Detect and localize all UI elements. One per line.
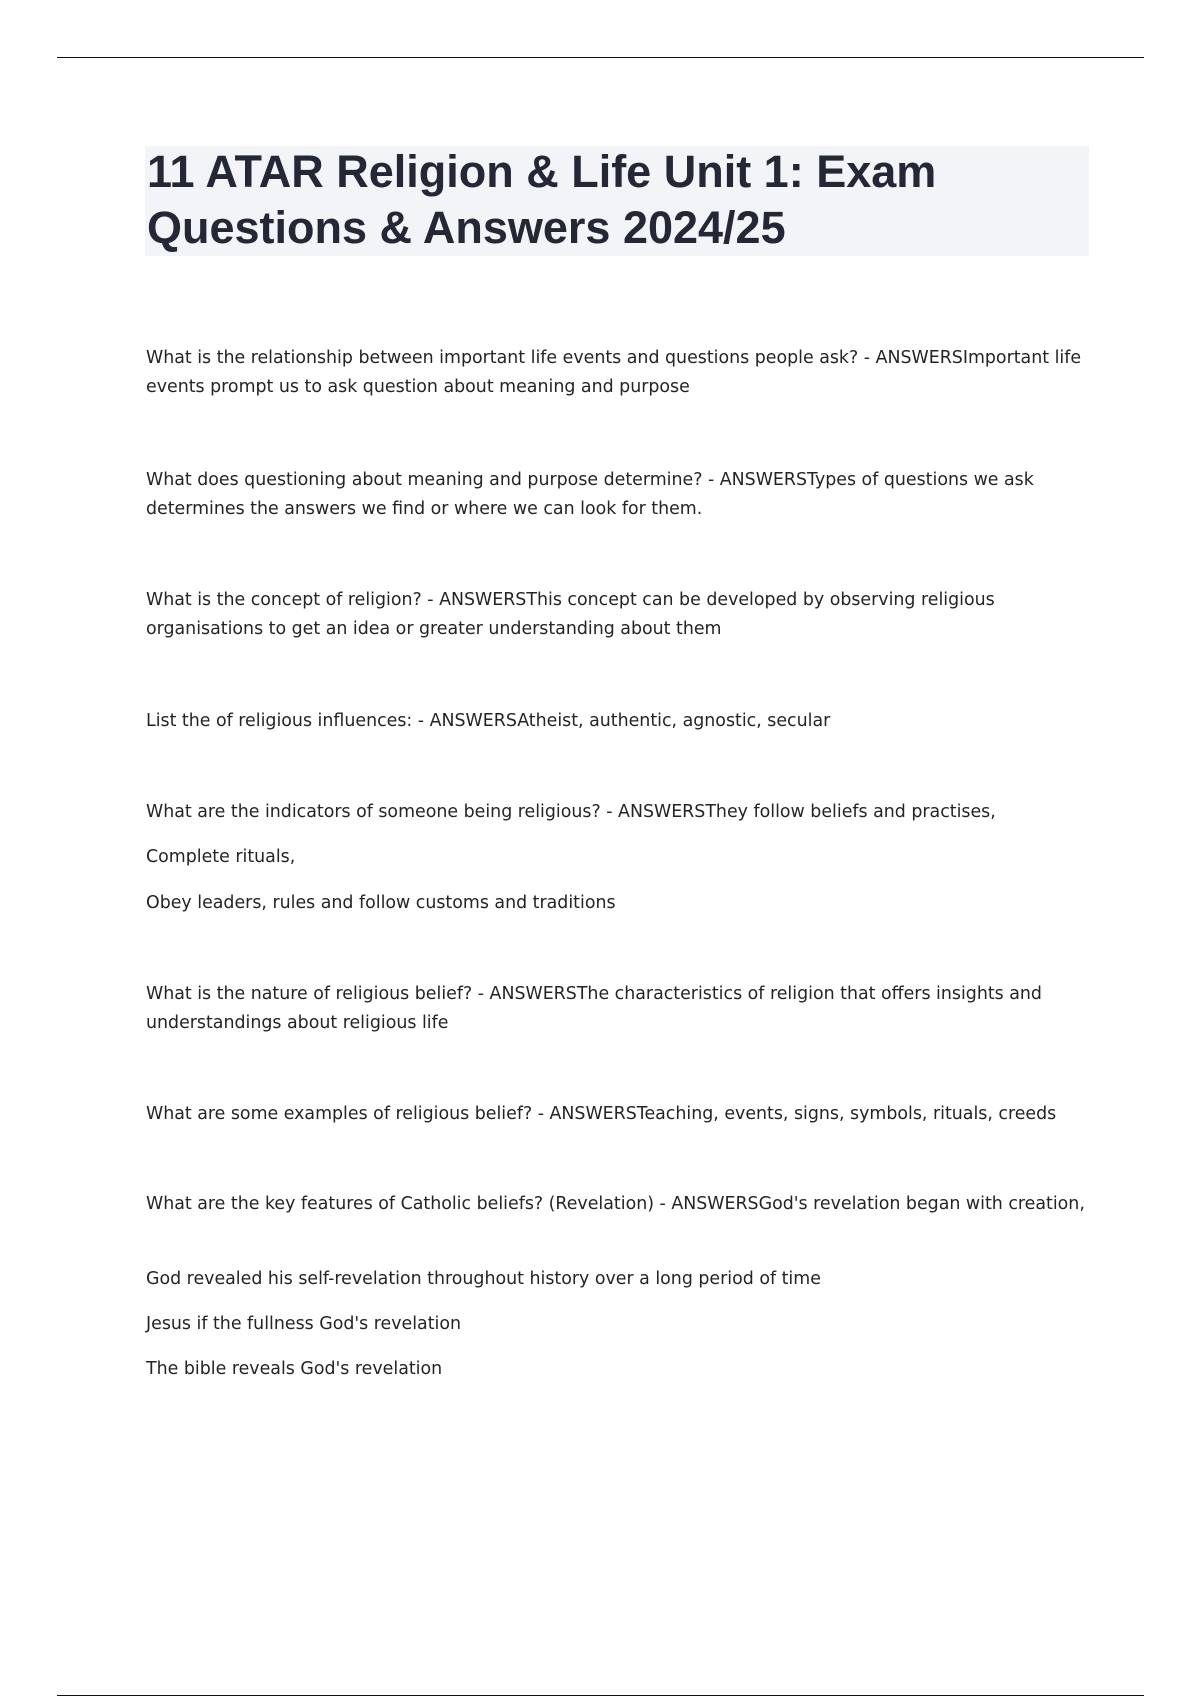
answer-1: Important life events prompt us to ask question about meaning and purpose [146,348,1082,397]
qa-item-6 [146,980,1086,1038]
top-divider [57,57,1144,58]
answer-2: Types of questions we ask determines the answers we find or where we can look for them. [146,470,1034,519]
answer-4: Atheist, authentic, agnostic, secular [517,711,831,731]
answer-separator: - ANSWERS [412,711,518,731]
answer-6: The characteristics of religion that offers insights and understandings about religious life [146,984,1042,1033]
answer-8: God's revelation began with creation, [758,1194,1085,1214]
answer-separator: - ANSWERS [600,802,706,822]
qa-item-1 [146,344,1086,402]
answer-8-line-4: The bible reveals God's revelation [146,1359,443,1379]
question-6: What is the nature of religious belief? [146,984,473,1004]
answer-8-line-2: God revealed his self-revelation throughout history over a long period of time [146,1269,821,1289]
qa-item-3 [146,586,1086,644]
question-8: What are the key features of Catholic beliefs? (Revelation) [146,1194,655,1214]
answer-3: This concept can be developed by observing religious organisations to get an idea or greater understanding about them [146,590,995,639]
qa-item-8 [146,1190,1086,1219]
question-1: What is the relationship between important life events and questions people ask? [146,348,859,368]
answer-5: They follow beliefs and practises, [705,802,996,822]
question-7: What are some examples of religious belief? [146,1104,533,1124]
answer-separator: - ANSWERS [532,1104,637,1124]
question-3: What is the concept of religion? [146,590,422,610]
answer-5-line-2: Complete rituals, [146,847,296,867]
document-title: 11 ATAR Religion & Life Unit 1: Exam Questions & Answers 2024/25 [147,146,937,253]
qa-item-4 [146,707,1086,736]
qa-item-2 [146,466,1086,524]
qa-item-5 [146,798,1086,827]
answer-separator: - ANSWERS [702,470,808,490]
question-2: What does questioning about meaning and purpose determine? [146,470,703,490]
question-5: What are the indicators of someone being religious? [146,802,601,822]
answer-separator: - ANSWERS [472,984,577,1004]
question-4: List the of religious influences: [146,711,413,731]
answer-8-line-3: Jesus if the fullness God's revelation [146,1314,462,1334]
answer-separator: - ANSWERS [654,1194,759,1214]
answer-7: Teaching, events, signs, symbols, rituals, creeds [636,1104,1057,1124]
answer-separator: - ANSWERS [421,590,527,610]
answer-separator: - ANSWERS [858,348,963,368]
qa-item-7 [146,1100,1086,1129]
bottom-divider [57,1695,1144,1696]
answer-5-line-3: Obey leaders, rules and follow customs and traditions [146,893,616,913]
